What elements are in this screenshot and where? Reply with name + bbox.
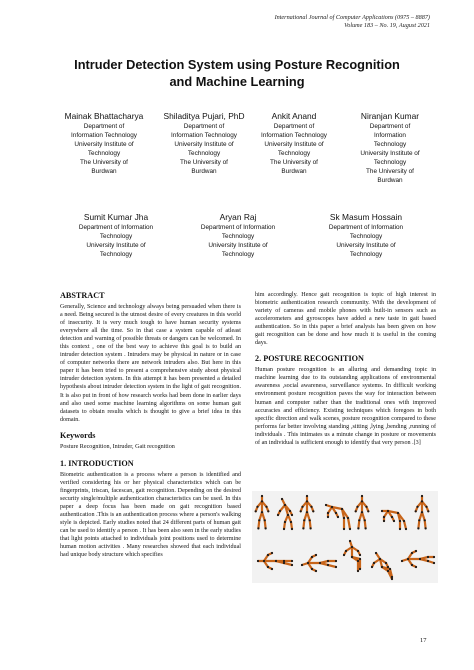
author-affiliation-line: The University of <box>270 159 318 166</box>
author-affiliation-line: Department of Information <box>200 224 276 231</box>
author-affiliation-line: Burdwan <box>191 168 217 175</box>
author-affiliation-line: Department of <box>83 123 125 130</box>
author-affiliation-line: Burdwan <box>281 168 307 175</box>
author-affiliation-line: University Institute of <box>174 141 234 148</box>
author-affiliation-line: Burdwan <box>91 168 117 175</box>
author-affiliation-line: Technology <box>277 150 311 157</box>
author-block <box>248 111 340 176</box>
page-number: 17 <box>420 637 427 644</box>
author-affiliation-line: Department of Information <box>328 224 404 231</box>
author-name: Shiladitya Pujari, PhD <box>163 111 245 121</box>
right-column <box>255 291 436 447</box>
author-affiliation-line: University Institute of <box>74 141 134 148</box>
author-affiliation-line: University Institute of <box>86 242 146 249</box>
author-name: Sumit Kumar Jha <box>83 212 149 222</box>
figure-background <box>252 491 438 583</box>
author-block <box>56 212 176 259</box>
author-name: Sk Masum Hossain <box>329 212 403 222</box>
author-block <box>342 111 438 185</box>
author-affiliation-line: Technology <box>87 150 121 157</box>
author-block <box>152 111 256 176</box>
author-affiliation-line: Information Technology <box>171 132 237 139</box>
journal-header <box>130 14 430 30</box>
author-affiliation-line: University Institute of <box>264 141 324 148</box>
author-affiliation-line: Information Technology <box>261 132 327 139</box>
journal-volume: Volume 183 – No. 19, August 2021 <box>344 22 430 29</box>
abstract-heading: ABSTRACT <box>60 291 105 300</box>
author-affiliation-line: Technology <box>373 159 407 166</box>
author-affiliation-line: Department of <box>273 123 315 130</box>
author-affiliation-line: Technology <box>373 141 407 148</box>
abstract-text: Generally, Science and technology always being persuaded when there is a need. Being secured is the utmost desire of every creatures in this world of insecurity. It is very much tough to have human security systems everywhere all the time. So in that case a system capable of atleast detection and warning of possible threats or dangers can be welcomed. In this context , one of the best way to achieve this goal is to build an intruder detection system . Intruders may be physical in nature or in case of computer networks there are network intruders also. But here in this paper it has been tried to present a comprehensive study about physical intruder detection system. In this attempt it has been presented a detailed hypothesis about intruder detection system in the light of gait recognition. It is also put in front of how research works had been done in earlier days and also used some machine learning algorithms on some human gait datasets to obtain results which is thought to give a brief idea in this domain. <box>60 304 241 423</box>
author-affiliation-line: Burdwan <box>377 177 403 184</box>
author-affiliation-line: University Institute of <box>336 242 396 249</box>
posture-text: Human posture recognition is an alluring and demanding topic in machine learning due to its outstanding applications of environmental awareness ,social awareness, surveillance systems. In difficult working environment posture recognition paves the way for interaction between human and computer rather than the traditional ones with improved accuracies and efficiency. Existing techniques which foregoes in both specific direction and walk scenes, posture recognition compared to these performs far better involving standing ,sitting ,lying ,bending ,running of individuals . This intimates us a minute change in posture or movements of an individual is sufficient enough to identify that very person .[3] <box>255 367 436 446</box>
title-line-2: and Machine Learning <box>169 74 305 89</box>
left-column <box>60 291 241 559</box>
author-block <box>58 111 150 176</box>
author-affiliation-line: The University of <box>366 168 414 175</box>
title-line-1: Intruder Detection System using Posture Recognition <box>74 57 400 72</box>
author-affiliation-line: The University of <box>180 159 228 166</box>
author-affiliation-line: Technology <box>99 233 133 240</box>
author-block <box>178 212 298 259</box>
author-affiliation-line: Information <box>374 132 406 139</box>
author-affiliation-line: The University of <box>80 159 128 166</box>
author-affiliation-line: Technology <box>221 251 255 258</box>
author-affiliation-line: Department of <box>183 123 225 130</box>
keywords-heading: Keywords <box>60 430 96 440</box>
author-affiliation-line: Technology <box>349 251 383 258</box>
author-name: Niranjan Kumar <box>360 111 420 121</box>
author-affiliation-line: Technology <box>349 233 383 240</box>
author-affiliation-line: University Institute of <box>360 150 420 157</box>
author-affiliation-line: Information Technology <box>71 132 137 139</box>
keywords-text: Posture Recognition, Intruder, Gait recognition <box>60 443 175 450</box>
introduction-text: Biometric authentication is a process where a person is identified and verified considering his or her physical characteristics which can be fingerprints, iriscan, facescan, gait recognition. Depending on the desired security single/multiple authentication characteristics can be used. In this paper a deep focus has been made on gait recognition based authentication .This is an authentication process where a person's walking style is depicted. Early studies noted that 24 different parts of human gait can be used to identify a person . It has been also seen in the early studies that light points attached to individuals joint positions used to determine human motion activities . Many researches showed that each individual had unique body structure which specifies <box>60 471 241 559</box>
intro-continuation-text: him accordingly. Hence gait recognition is topic of high interest in biometric authentication research community. With the development of variety of cameras and mobile phones with built-in sensors such as accelerometers and gyroscopes have added a new taste in gait based authentication. So in this paper a brief analysis has been given on how gait recognition can be done and how much it is useful in the coming days. <box>255 292 436 347</box>
posture-heading: 2. POSTURE RECOGNITION <box>255 354 364 364</box>
author-name: Mainak Bhattacharya <box>64 111 144 121</box>
posture-figure <box>252 491 438 583</box>
author-affiliation-line: Department of <box>369 123 411 130</box>
author-affiliation-line: Technology <box>187 150 221 157</box>
author-affiliation-line: Technology <box>221 233 255 240</box>
author-name: Aryan Raj <box>219 212 257 222</box>
paper-title <box>40 56 434 90</box>
author-affiliation-line: University Institute of <box>208 242 268 249</box>
author-block <box>306 212 426 259</box>
journal-name: International Journal of Computer Applications (0975 – 8887) <box>274 14 430 21</box>
author-affiliation-line: Technology <box>99 251 133 258</box>
author-name: Ankit Anand <box>271 111 317 121</box>
introduction-heading: 1. INTRODUCTION <box>60 458 134 468</box>
author-affiliation-line: Department of Information <box>78 224 154 231</box>
